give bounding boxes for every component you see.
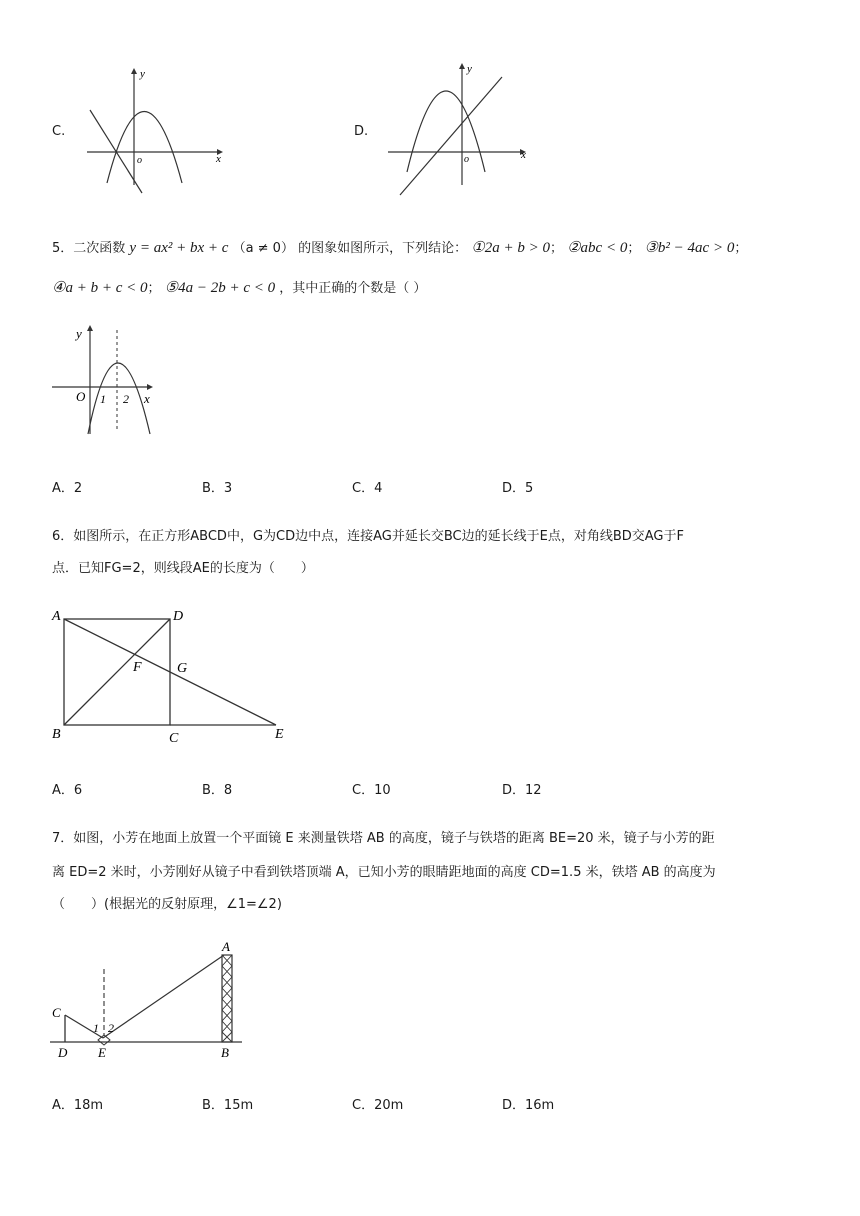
q7-label-b: B	[221, 1045, 229, 1060]
q4d-origin-label: o	[464, 154, 469, 165]
q7-option-a[interactable]: A．18m	[52, 1098, 104, 1113]
q7-option-c[interactable]: C．20m	[352, 1098, 404, 1113]
q5-conclusion-4: ④a + b + c < 0	[52, 280, 148, 296]
q4-graph-c	[82, 65, 222, 190]
q7-option-d[interactable]: D．16m	[502, 1098, 555, 1113]
q6-stem-line2: 点．已知FG=2，则线段AE的长度为（ ）	[52, 561, 314, 576]
q6-label-c: C	[169, 731, 179, 746]
q5-option-c[interactable]: C．4	[352, 481, 383, 496]
q7-label-c: C	[52, 1005, 61, 1020]
q5-conclusion-2: ②abc < 0	[567, 240, 628, 256]
q7-label-d: D	[58, 1045, 68, 1060]
q5-stem-line2: ④a + b + c < 0； ⑤4a − 2b + c < 0 ，其中正确的个数是（ ）	[52, 280, 427, 296]
q5-text-c: ，其中正确的个数是（ ）	[279, 281, 427, 296]
q6-stem-line1: 6．如图所示，在正方形ABCD中，G为CD边中点，连接AG并延长交BC边的延长线于E点，对角线BD交AG于F	[52, 529, 684, 544]
q5-graph-x-label: x	[144, 391, 150, 406]
q5-graph-y-label: y	[76, 326, 82, 341]
q7-stem-line3: （ ）(根据光的反射原理，∠1=∠2)	[52, 897, 282, 912]
q7-tower-lattice	[222, 955, 232, 1042]
q5-conclusion-1: ①2a + b > 0	[471, 240, 550, 256]
q5-parabola-graph	[52, 322, 172, 437]
q5-stem-line1: 5．二次函数 y = ax² + bx + c （a ≠ 0） 的图象如图所示，下列结论： ①2a + b > 0； ②abc < 0； ③b² − 4ac > 0；	[52, 240, 748, 256]
q4-option-d-label: D.	[354, 124, 369, 139]
q7-option-b[interactable]: B．15m	[202, 1098, 254, 1113]
q5-option-d[interactable]: D．5	[502, 481, 534, 496]
q5-conclusion-5: ⑤4a − 2b + c < 0	[164, 280, 276, 296]
q6-option-b[interactable]: B．8	[202, 783, 233, 798]
q6-label-f: F	[133, 660, 142, 675]
q5-graph-tick-1: 1	[100, 392, 106, 406]
q7-stem-line1: 7．如图，小芳在地面上放置一个平面镜 E 来测量铁塔 AB 的高度，镜子与铁塔的距离 BE=20 米，镜子与小芳的距	[52, 831, 715, 846]
q6-option-d[interactable]: D．12	[502, 783, 542, 798]
q6-option-c[interactable]: C．10	[352, 783, 391, 798]
q4c-origin-label: o	[137, 155, 142, 166]
q5-graph-tick-2: 2	[123, 392, 129, 406]
q7-mirror-diagram	[48, 935, 248, 1060]
q4c-y-label: y	[140, 68, 145, 80]
q7-angle-1-label: 1	[93, 1021, 99, 1035]
q5-condition: （a ≠ 0）	[232, 241, 294, 256]
q4-option-c-label: C.	[52, 124, 66, 139]
q6-square-diagram	[52, 605, 302, 745]
q4c-x-label: x	[216, 153, 221, 165]
q5-function: y = ax² + bx + c	[129, 240, 229, 256]
q6-label-a: A	[52, 609, 61, 624]
q6-label-g: G	[177, 661, 188, 676]
q6-label-e: E	[275, 727, 284, 742]
q5-conclusion-3: ③b² − 4ac > 0	[644, 240, 735, 256]
q6-label-d: D	[173, 609, 184, 624]
q7-stem-line2: 离 ED=2 米时，小芳刚好从镜子中看到铁塔顶端 A，已知小芳的眼睛距地面的高度 CD=1.5 米，铁塔 AB 的高度为	[52, 865, 716, 880]
q6-option-a[interactable]: A．6	[52, 783, 83, 798]
q7-label-e: E	[98, 1045, 106, 1060]
q5-text-b: 的图象如图所示，下列结论：	[298, 241, 468, 256]
q6-label-b: B	[52, 727, 61, 742]
q5-option-a[interactable]: A．2	[52, 481, 83, 496]
q4d-x-label: x	[521, 149, 526, 161]
q4d-y-label: y	[467, 63, 472, 75]
q7-label-a: A	[222, 939, 230, 954]
q4-graph-d	[385, 60, 545, 200]
q5-graph-origin-label: O	[76, 389, 86, 404]
q5-option-b[interactable]: B．3	[202, 481, 233, 496]
q7-angle-2-label: 2	[108, 1021, 114, 1035]
q5-text-a: 5．二次函数	[52, 241, 126, 256]
